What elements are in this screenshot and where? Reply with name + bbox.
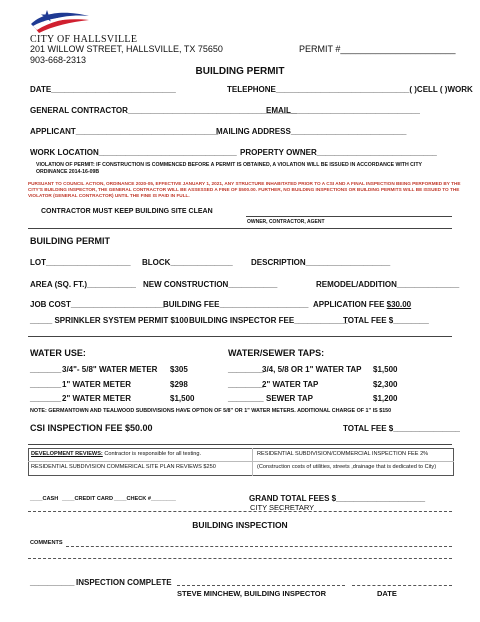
city-name: CITY OF HALLSVILLE	[30, 34, 138, 45]
csi-total-fee-field[interactable]: TOTAL FEE $_______________	[343, 424, 460, 433]
area-field[interactable]: AREA (SQ. FT.)___________	[30, 280, 136, 289]
section-divider	[28, 228, 452, 229]
inspection-complete-label: INSPECTION COMPLETE	[76, 578, 172, 587]
reviews-box-center-divider	[252, 448, 253, 476]
water-tap-price: $1,500	[373, 365, 398, 374]
ordinance-notice-line-1: PURSUANT TO COUNCIL ACTION, ORDINANCE 2020-05, EFFECTIVE JANUARY 1, 2021, ANY STRUCTURE INHABITATED PRIOR TO A CSI AND A FINAL INSPECTION BEING PERFORMED BY THE	[28, 181, 461, 186]
telephone-field[interactable]: TELEPHONE______________________________( )CELL ( )WORK	[227, 85, 473, 94]
permit-section-heading: BUILDING PERMIT	[30, 236, 110, 246]
keep-site-clean-notice: CONTRACTOR MUST KEEP BUILDING SITE CLEAN	[41, 208, 213, 215]
remodel-addition-field[interactable]: REMODEL/ADDITION______________	[316, 280, 460, 289]
grand-total-fees-field[interactable]: GRAND TOTAL FEES $____________________	[249, 494, 426, 503]
water-use-blank[interactable]: _______	[30, 394, 62, 403]
applicant-field[interactable]: APPLICANT________________________________	[30, 127, 219, 136]
water-tap-price: $2,300	[373, 380, 398, 389]
section-divider	[28, 336, 452, 337]
ordinance-notice-line-3: VIOLATOR (GENERAL CONTRACTOR) UNTIL THE FINE IS PAID IN FULL.	[28, 193, 190, 198]
city-logo	[29, 6, 91, 34]
credit-card-option[interactable]: ____CREDIT CARD	[62, 496, 113, 502]
city-phone: 903-668-2313	[30, 55, 87, 65]
new-construction-field[interactable]: NEW CONSTRUCTION___________	[143, 280, 278, 289]
description-field[interactable]: DESCRIPTION___________________	[251, 258, 391, 267]
application-fee	[313, 300, 411, 309]
construction-costs-note: (Construction costs of utilities, streets ,drainage that is dedicated to City)	[257, 464, 437, 470]
csi-inspection-fee: CSI INSPECTION FEE $50.00	[30, 423, 153, 433]
water-use-blank[interactable]: _______	[30, 365, 62, 374]
job-cost-field[interactable]: JOB COST_____________________	[30, 300, 165, 309]
water-use-heading: WATER USE:	[30, 348, 86, 358]
application-fee-label: APPLICATION FEE	[313, 300, 387, 309]
signature-label: OWNER, CONTRACTOR, AGENT	[247, 219, 325, 225]
water-use-label: 2" WATER METER	[62, 394, 131, 403]
water-tap-blank[interactable]: ________	[228, 394, 264, 403]
water-use-label: 3/4"- 5/8" WATER METER	[62, 365, 158, 374]
texas-flag-swoosh-icon	[29, 6, 91, 34]
water-tap-blank[interactable]: ________	[228, 380, 264, 389]
water-meter-note: NOTE: GERMANTOWN AND TEALWOOD SUBDIVISIONS HAVE OPTION OF 5/8" OR 1" WATER METERS. ADDITIONAL CHARGE OF 1" IS $150	[30, 408, 392, 414]
violation-notice-line-1: VIOLATION OF PERMIT: IF CONSTRUCTION IS COMMENCED BEFORE A PERMIT IS OBTAINED, A VIOLATION WILL BE ISSUED IN ACCORDANCE WITH CITY	[36, 162, 422, 168]
site-plan-review-fee: RESIDENTIAL SUBDIVISION COMMERICAL SITE PLAN REVIEWS $250	[31, 464, 216, 470]
inspection-heading: BUILDING INSPECTION	[192, 520, 288, 530]
inspector-name: STEVE MINCHEW, BUILDING INSPECTOR	[177, 589, 327, 598]
city-secretary-line[interactable]	[28, 511, 452, 512]
reviews-box-divider	[28, 461, 454, 462]
city-secretary-label: CITY SECRETARY	[250, 503, 315, 512]
water-tap-label: SEWER TAP	[266, 394, 313, 403]
date-field[interactable]: DATE____________________________	[30, 85, 176, 94]
ordinance-notice-line-2: CITY'S BUILDING INSPECTOR, THE GENERAL CONTRACTOR WILL BE ASSESSED A FINE OF $500.00. FURTHER, NO BUILDING INSPECTIONS OR BUILDING PERMITS WILL BE ISSUED TO THE	[28, 187, 460, 192]
water-use-label: 1" WATER METER	[62, 380, 131, 389]
inspection-date-label: DATE	[377, 589, 397, 598]
mailing-address-field[interactable]: MAILING ADDRESS__________________________	[216, 127, 407, 136]
water-use-price: $1,500	[170, 394, 195, 403]
sprinkler-permit-field[interactable]: _____ SPRINKLER SYSTEM PERMIT $100	[30, 316, 189, 325]
general-contractor-field[interactable]: GENERAL CONTRACTOR______________________________________	[30, 106, 297, 115]
water-use-price: $298	[170, 380, 188, 389]
building-fee-field[interactable]: BUILDING FEE____________________	[163, 300, 309, 309]
water-use-blank[interactable]: _______	[30, 380, 62, 389]
water-use-price: $305	[170, 365, 188, 374]
cash-option[interactable]: ____CASH	[30, 496, 59, 502]
comments-line[interactable]	[28, 558, 452, 559]
inspector-signature-line[interactable]	[177, 585, 345, 586]
violation-notice-line-2: ORDINANCE 2014-16-09B	[36, 169, 100, 175]
work-location-field[interactable]: WORK LOCATION_______________________________	[30, 148, 237, 157]
water-tap-price: $1,200	[373, 394, 398, 403]
comments-line[interactable]	[66, 546, 452, 547]
lot-field[interactable]: LOT___________________	[30, 258, 131, 267]
application-fee-value: $30.00	[386, 300, 412, 309]
water-tap-blank[interactable]: ________	[228, 365, 264, 374]
inspector-fee-field[interactable]: BUILDING INSPECTOR FEE____________	[189, 316, 348, 325]
section-divider	[28, 444, 452, 445]
development-reviews	[31, 451, 201, 457]
signature-line[interactable]	[246, 216, 452, 217]
water-taps-heading: WATER/SEWER TAPS:	[228, 348, 325, 358]
email-field[interactable]: EMAIL_____________________________	[266, 106, 420, 115]
res-comm-inspection-fee: RESIDENTIAL SUBDIVISION/COMMERCIAL INSPECTION FEE 2%	[257, 451, 429, 457]
inspection-date-line[interactable]	[352, 585, 452, 586]
check-option[interactable]: ____CHECK #________	[114, 496, 176, 502]
inspection-complete-blank[interactable]: __________	[30, 578, 75, 587]
development-reviews-label: DEVELOPMENT REVIEWS:	[31, 451, 103, 457]
water-tap-label: 3/4, 5/8 OR 1" WATER TAP	[262, 365, 362, 374]
block-field[interactable]: BLOCK______________	[142, 258, 233, 267]
water-tap-label: 2" WATER TAP	[262, 380, 319, 389]
permit-total-fee-field[interactable]: TOTAL FEE $________	[343, 316, 429, 325]
development-reviews-text: Contractor is responsible for all testing.	[102, 451, 202, 457]
city-address: 201 WILLOW STREET, HALLSVILLE, TX 75650	[30, 44, 223, 54]
property-owner-field[interactable]: PROPERTY OWNER___________________________	[240, 148, 437, 157]
comments-label: COMMENTS	[30, 540, 63, 546]
permit-number-field[interactable]: PERMIT #_______________________	[299, 44, 456, 54]
page-title: BUILDING PERMIT	[195, 66, 285, 77]
